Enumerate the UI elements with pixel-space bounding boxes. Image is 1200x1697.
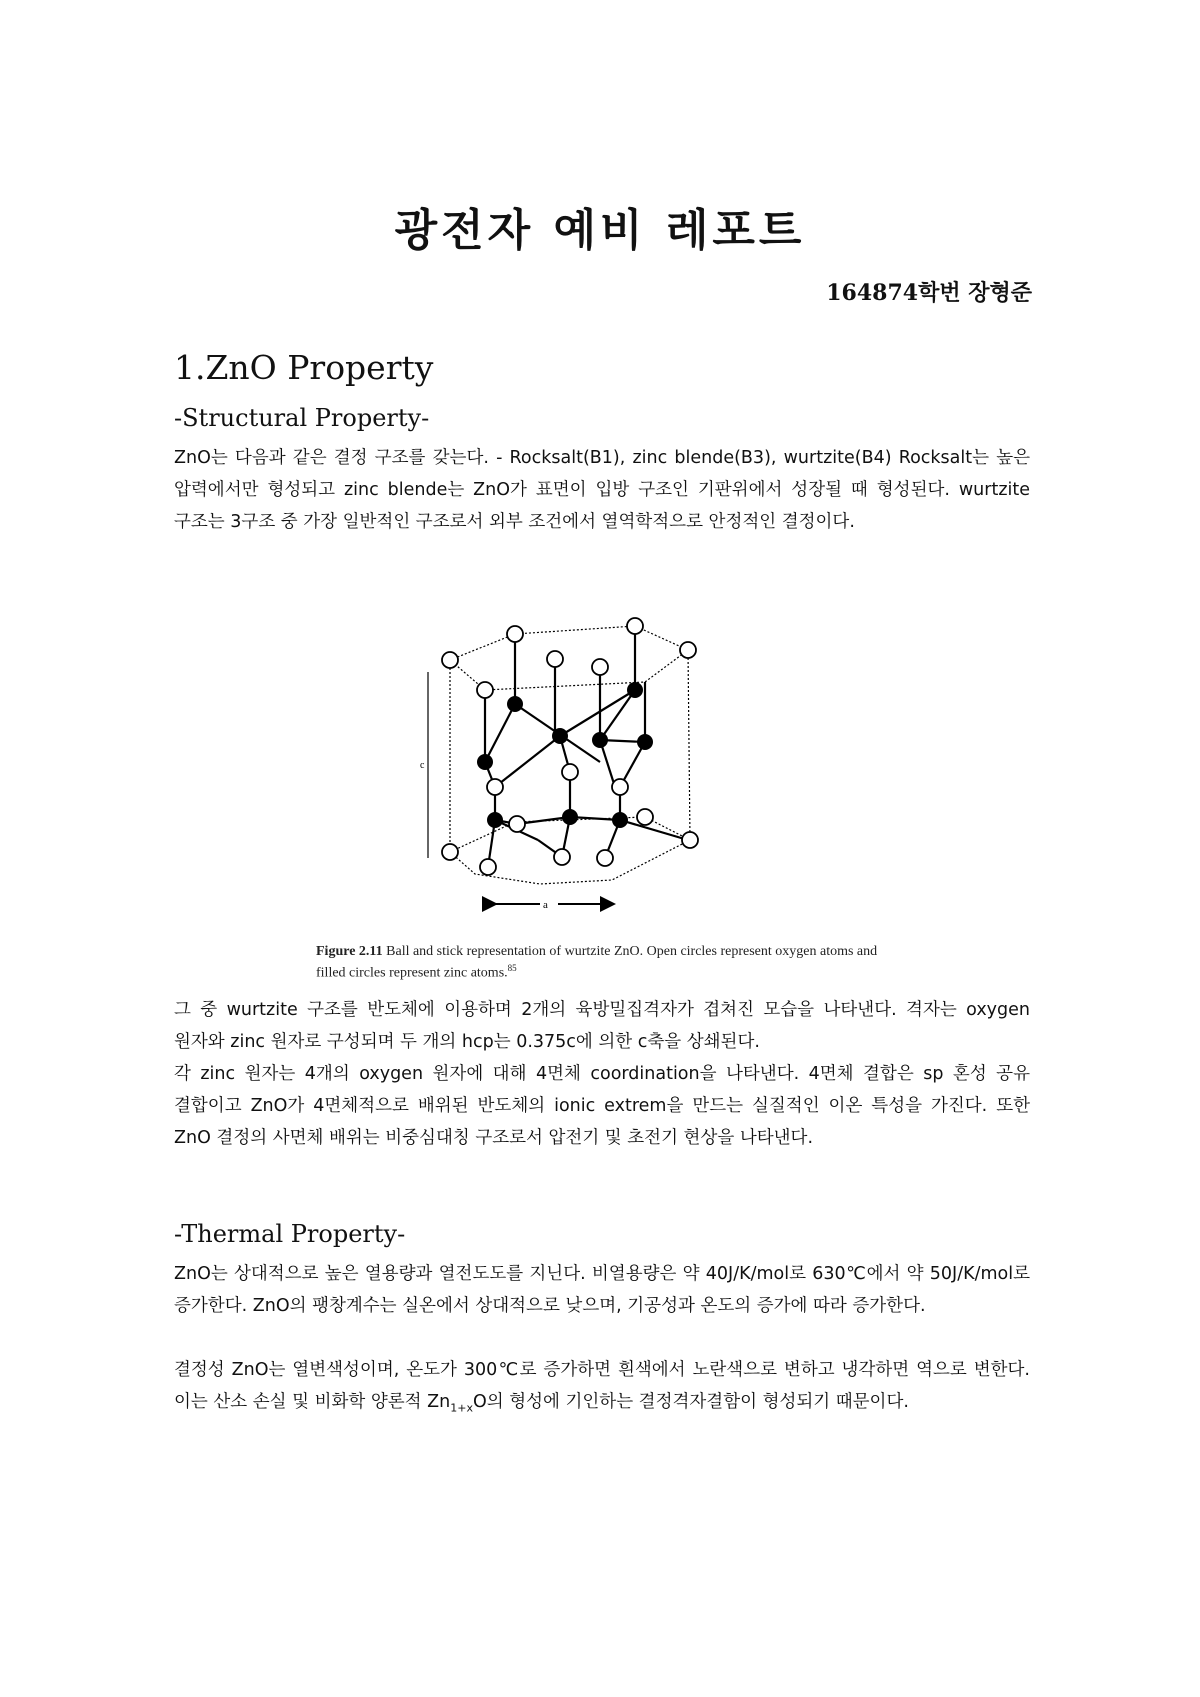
figure-caption-label: Figure 2.11 [316, 944, 383, 959]
thermal-paragraph-2-start: 결정성 ZnO는 열변색성이며, 온도가 300℃로 증가하면 흰색에서 노란색으로 변하고 냉각하면 역으로 변한다. 이는 산소 손실 및 비화학 양론적 Zn [174, 1360, 1030, 1412]
wurtzite-figure [420, 612, 770, 912]
author-line: 164874학번 장형준 [826, 280, 1032, 306]
structural-paragraph-3: 각 zinc 원자는 4개의 oxygen 원자에 대해 4면체 coordination을 나타낸다. 4면체 결합은 sp 혼성 공유 결합이고 ZnO가 4면체적으로 배위된 반도체의 ionic extrem을 만드는 실질적인 이온 특성을 가진다. 또한 ZnO 결정의 사면체 배위는 비중심대칭 구조로서 압전기 및 초전기 현상을 나타낸다. [174, 1064, 1030, 1148]
thermal-heading: -Thermal Property- [174, 1220, 406, 1248]
a-label: a [543, 899, 548, 911]
structural-paragraph-2: 그 중 wurtzite 구조를 반도체에 이용하며 2개의 육방밀집격자가 겹쳐진 모습을 나타낸다. 격자는 oxygen 원자와 zinc 원자로 구성되며 두 개의 hcp는 0.375c에 의한 c축을 상쇄된다. [174, 1000, 1030, 1052]
wurtzite-structure-diagram [420, 612, 770, 912]
thermal-paragraph-1: ZnO는 상대적으로 높은 열용량과 열전도도를 지닌다. 비열용량은 약 40J/K/mol로 630℃에서 약 50J/K/mol로 증가한다. ZnO의 팽창계수는 실온에서 상대적으로 낮으며, 기공성과 온도의 증가에 따라 증가한다. [174, 1264, 1030, 1316]
zn-subscript: 1+x [450, 1401, 473, 1415]
figure-caption [316, 943, 896, 982]
structural-heading: -Structural Property- [174, 404, 430, 432]
c-label: c [420, 760, 425, 771]
thermal-paragraph-2-end: O의 형성에 기인하는 결정격자결함이 형성되기 때문이다. [472, 1392, 909, 1412]
figure-caption-ref: 85 [507, 963, 517, 973]
structural-paragraph-1: ZnO는 다음과 같은 결정 구조를 갖는다. - Rocksalt(B1), zinc blende(B3), wurtzite(B4) Rocksalt는 높은 압력에서만 형성되고 zinc blende는 ZnO가 표면이 입방 구조인 기판위에서 성장될 때 형성된다. wurtzite 구조는 3구조 중 가장 일반적인 구조로서 외부 조건에서 열역학적으로 안정적인 결정이다. [174, 448, 1030, 532]
thermal-paragraph-2 [174, 1354, 1030, 1425]
page-title: 광전자 예비 레포트 [394, 205, 806, 256]
figure-caption-text: Ball and stick representation of wurtzite ZnO. Open circles represent oxygen atoms and filled circles represent zinc atoms. [316, 944, 878, 981]
section-heading: 1.ZnO Property [174, 348, 434, 387]
